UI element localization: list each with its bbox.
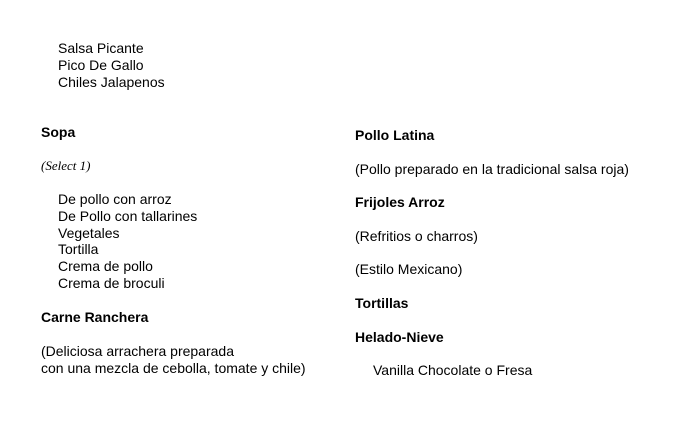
list-item: Tortilla [58, 241, 99, 258]
list-item: De Pollo con tallarines [58, 207, 198, 224]
salsa-list [58, 40, 165, 90]
frijoles-desc-1: (Refritios o charros) [355, 228, 478, 244]
list-item: Vegetales [58, 224, 120, 241]
sopa-note: (Select 1) [41, 158, 91, 173]
carne-desc-line1: (Deliciosa arrachera preparada [41, 343, 234, 359]
list-item: Pico De Gallo [58, 56, 144, 73]
tortillas-heading: Tortillas [355, 295, 409, 311]
sopa-list [58, 191, 197, 292]
sopa-heading: Sopa [41, 124, 76, 140]
helado-desc: Vanilla Chocolate o Fresa [373, 362, 533, 378]
pollo-desc: (Pollo preparado en la tradicional salsa roja) [355, 161, 629, 177]
list-item: Salsa Picante [58, 40, 144, 56]
helado-heading: Helado-Nieve [355, 329, 444, 345]
list-item: Crema de broculi [58, 274, 165, 291]
list-item: De pollo con arroz [58, 191, 172, 207]
frijoles-heading: Frijoles Arroz [355, 194, 445, 210]
frijoles-desc-2: (Estilo Mexicano) [355, 261, 463, 277]
pollo-heading: Pollo Latina [355, 127, 435, 143]
list-item: Crema de pollo [58, 258, 153, 274]
list-item: Chiles Jalapenos [58, 73, 165, 90]
carne-heading: Carne Ranchera [41, 309, 149, 325]
carne-desc-line2: con una mezcla de cebolla, tomate y chile) [41, 360, 306, 376]
